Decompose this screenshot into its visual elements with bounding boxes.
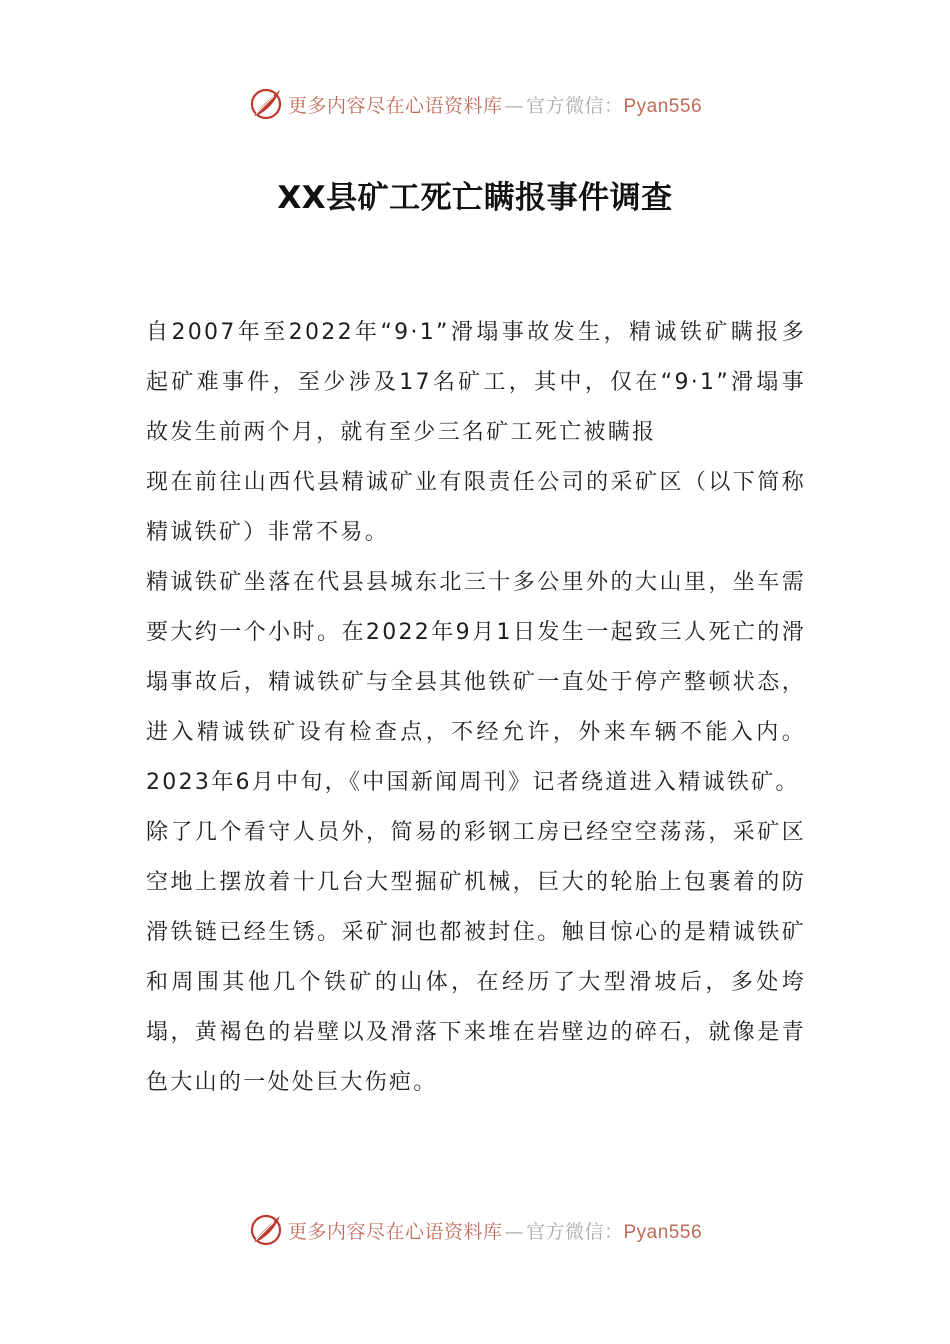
quill-pen-logo-icon [248, 86, 284, 122]
document-body [146, 308, 806, 1108]
paragraph: 精诚铁矿坐落在代县县城东北三十多公里外的大山里，坐车需要大约一个小时。在2022年9月1日发生一起致三人死亡的滑塌事故后，精诚铁矿与全县其他铁矿一直处于停产整顿状态，进入精诚铁矿设有检查点，不经允许，外来车辆不能入内。2023年6月中旬，《中国新闻周刊》记者绕道进入精诚铁矿。 [146, 570, 806, 795]
banner-text [288, 91, 702, 118]
banner-main-text: 更多内容尽在心语资料库 [287, 1220, 503, 1243]
document-title: XX县矿工死亡瞒报事件调查 [277, 180, 673, 216]
banner-label: 官方微信： [525, 94, 624, 117]
quill-pen-logo-icon [248, 1212, 284, 1248]
header-banner [0, 84, 950, 124]
banner-label: 官方微信： [525, 1220, 624, 1243]
paragraph: 除了几个看守人员外，简易的彩钢工房已经空空荡荡，采矿区空地上摆放着十几台大型掘矿机械，巨大的轮胎上包裹着的防滑铁链已经生锈。采矿洞也都被封住。触目惊心的是精诚铁矿和周围其他几个铁矿的山体，在经历了大型滑坡后，多处垮塌，黄褐色的岩壁以及滑落下来堆在岩壁边的碎石，就像是青色大山的一处处巨大伤疤。 [146, 820, 806, 1095]
banner-separator: — [504, 94, 524, 117]
banner-separator: — [504, 1220, 524, 1243]
paragraph: 自2007年至2022年“9·1”滑塌事故发生，精诚铁矿瞒报多起矿难事件，至少涉及17名矿工，其中，仅在“9·1”滑塌事故发生前两个月，就有至少三名矿工死亡被瞒报 [146, 320, 806, 445]
paragraph: 现在前往山西代县精诚矿业有限责任公司的采矿区（以下简称精诚铁矿）非常不易。 [146, 470, 806, 545]
banner-wechat-id: Pyan556 [623, 95, 703, 117]
banner-wechat-id: Pyan556 [623, 1221, 703, 1243]
footer-banner [0, 1210, 950, 1250]
banner-main-text: 更多内容尽在心语资料库 [287, 94, 503, 117]
banner-text [288, 1217, 702, 1244]
